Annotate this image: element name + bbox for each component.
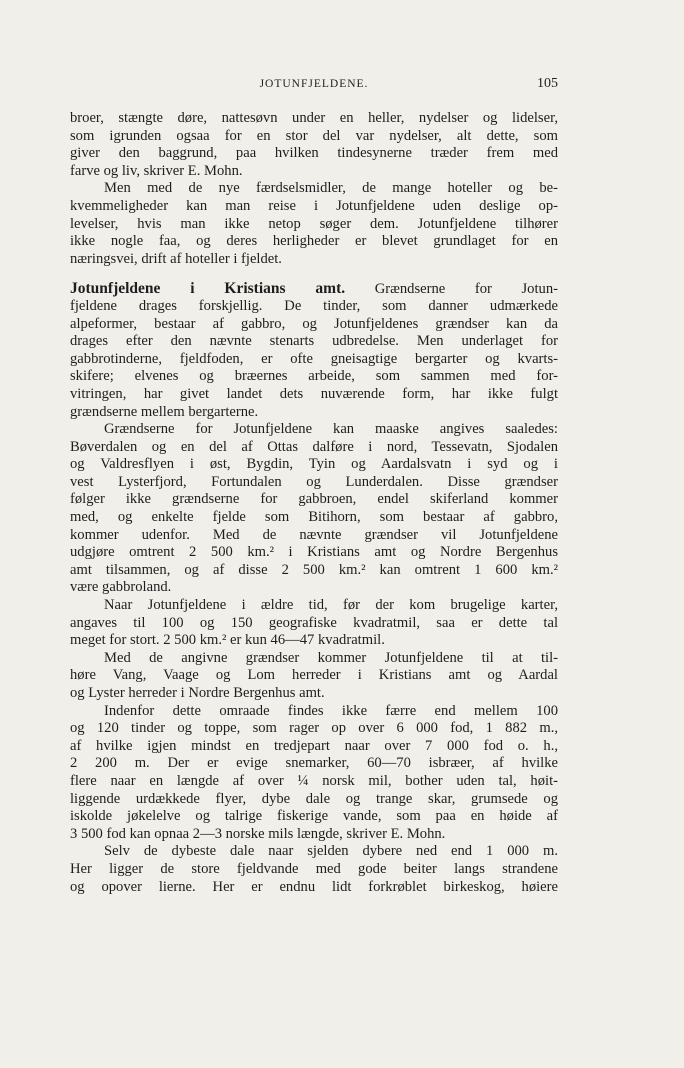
text-line: følger ikke grændserne for gabbroen, endel skiferland kommer xyxy=(70,491,558,508)
text-line: af hvilke igjen mindst en tredjepart naar over 7 000 fod o. h., xyxy=(70,737,558,754)
text-line: farve og liv, skriver E. Mohn. xyxy=(70,162,243,179)
text-line: angaves til 100 og 150 geografiske kvadratmil, saa er dette tal xyxy=(70,614,558,631)
text-line: Men med de nye færdselsmidler, de mange hoteller og be- xyxy=(104,180,558,197)
text-line: Indenfor dette omraade findes ikke færre end mellem 100 xyxy=(104,702,558,719)
text-line: vest Lysterfjord, Fortundalen og Lunderdalen. Disse grændser xyxy=(70,473,558,490)
text-line: høre Vang, Vaage og Lom herreder i Kristians amt og Aardal xyxy=(70,667,558,684)
text-line: kommer udenfor. Med de nævnte grændser vil Jotunfjeldene xyxy=(70,526,558,543)
text-line: drages efter den nævnte stenarts udbredelse. Men underlaget for xyxy=(70,333,558,350)
text-line: alpeformer, bestaar af gabbro, og Jotunfjeldenes grændser kan da xyxy=(70,315,558,332)
text-line: flere naar en længde af over ¼ norsk mil, bother uden tal, høit- xyxy=(70,772,558,789)
text-line: Bøverdalen og en del af Ottas dalføre i nord, Tessevatn, Sjodalen xyxy=(70,438,558,455)
text-line: meget for stort. 2 500 km.² er kun 46—47 kvadratmil. xyxy=(70,632,385,649)
running-head: JOTUNFJELDENE. xyxy=(259,78,369,90)
text-line: Grændserne for Jotunfjeldene kan maaske angives saaledes: xyxy=(104,421,558,438)
text-line: og Lyster herreder i Nordre Bergenhus amt. xyxy=(70,685,325,701)
text-line: Her ligger de store fjeldvande med gode beiter langs strandene xyxy=(70,860,558,877)
text-line: skifere; elvenes og bræernes arbeide, som sammen med for- xyxy=(70,368,558,385)
section-title: Jotunfjeldene i Kristians amt. xyxy=(70,280,346,298)
text-line: 2 200 m. Der er evige snemarker, 60—70 isbræer, af hvilke xyxy=(70,755,558,772)
text-line: grændserne mellem bergarterne. xyxy=(70,403,259,420)
text-line: giver den baggrund, paa hvilken tindesynerne træder frem med xyxy=(70,145,558,162)
text-line: fjeldene drages forskjellig. De tinder, som danner udmærkede xyxy=(70,297,558,314)
text-line: broer, stængte døre, nattesøvn under en heller, nydelser og lidelser, xyxy=(70,110,558,126)
text-line: med, og enkelte fjelde som Bitihorn, som bestaar af gabbro, xyxy=(70,509,558,526)
page-header xyxy=(70,76,558,96)
body-text xyxy=(70,110,558,896)
text-line: vitringen, har givet landet dets nuværende form, har ikke fulgt xyxy=(70,385,558,402)
text-line: gabbrotinderne, fjeldfoden, er ofte gneisagtige bergarter og kvarts- xyxy=(70,350,558,367)
text-line: 3 500 fod kan opnaa 2—3 norske mils længde, skriver E. Mohn. xyxy=(70,825,446,842)
text-line: og opover lierne. Her er endnu lidt forkrøblet birkeskog, høiere xyxy=(70,878,558,895)
text-line: som igrunden ogsaa for en stor del var nydelser, alt dette, som xyxy=(70,127,558,144)
text-line: ikke nogle faa, og deres herligheder er blevet grundlaget for en xyxy=(70,233,558,250)
text-line: kvemmeligheder kan man reise i Jotunfjeldene uden deslige op- xyxy=(70,197,558,214)
text-line: og 120 tinder og toppe, som rager op over 6 000 fod, 1 882 m., xyxy=(70,720,558,737)
text-line: iskolde jøkelelve og talrige fiskerige vande, som paa en høide af xyxy=(70,808,558,825)
text-line: liggende urdækkede flyer, dybe dale og trange skar, grumsede og xyxy=(70,790,558,807)
page-number: 105 xyxy=(537,76,558,91)
text-line: Naar Jotunfjeldene i ældre tid, før der kom brugelige karter, xyxy=(104,597,558,614)
text-line: amt tilsammen, og af disse 2 500 km.² kan omtrent 1 600 km.² xyxy=(70,561,558,578)
text-line: levelser, hvis man ikke netop søger dem. Jotunfjeldene tilhører xyxy=(70,215,558,232)
text-line: næringsvei, drift af hoteller i fjeldet. xyxy=(70,250,282,267)
section-line xyxy=(70,280,558,298)
text-line: Med de angivne grændser kommer Jotunfjeldene til at til- xyxy=(104,649,558,666)
text-line: Selv de dybeste dale naar sjelden dybere ned end 1 000 m. xyxy=(104,843,558,860)
text-line: udgjøre omtrent 2 500 km.² i Kristians amt og Nordre Bergenhus xyxy=(70,544,558,561)
text-line: være gabbroland. xyxy=(70,579,172,596)
text-line: og Valdresflyen i øst, Bygdin, Tyin og Aardalsvatn i syd og i xyxy=(70,456,558,473)
text-fragment: Grændserne for Jotun- xyxy=(374,281,558,298)
